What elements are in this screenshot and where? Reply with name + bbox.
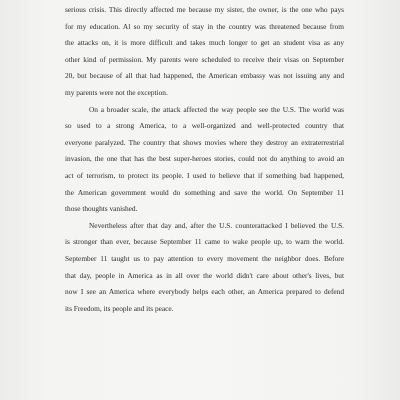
text-line: invasion, the one that has the best super-heroes stories, could not do anything to avoid an bbox=[65, 154, 344, 164]
text-line: the attacks on, it is more difficult and takes much longer to get an student visa as any bbox=[65, 38, 344, 48]
text-line: is stronger than ever, because September 11 came to wake people up, to warn the world. bbox=[65, 237, 344, 247]
document-body bbox=[65, 2, 344, 317]
text-line: that day, people in America as in all over the world didn't care about other's lives, but bbox=[65, 270, 344, 280]
text-line: for my education. Al so my security of stay in the country was threatened because from bbox=[65, 21, 344, 31]
text-line: my parents were not the exception. bbox=[65, 87, 168, 97]
text-line: other kind of permission. My parents were scheduled to receive their visas on September bbox=[65, 54, 344, 64]
text-line: Nevertheless after that day and, after the U.S. counterattacked I believed the U.S. bbox=[89, 220, 344, 230]
text-line: On a broader scale, the attack affected the way people see the U.S. The world was bbox=[89, 104, 344, 114]
text-line: everyone paralyzed. The country that shows movies where they destroy an extraterrestrial bbox=[65, 137, 344, 147]
paragraph-3 bbox=[65, 218, 344, 318]
text-line: 20, but because of all that had happened, the American embassy was not issuing any and bbox=[65, 71, 344, 81]
text-line: now I see an America where everybody helps each other, an America prepared to defend bbox=[65, 287, 344, 297]
paragraph-2 bbox=[65, 102, 344, 218]
text-line: September 11 taught us to pay attention to every movement the neighbor does. Before bbox=[65, 253, 344, 263]
paragraph-1 bbox=[65, 2, 344, 102]
text-line: those thoughts vanished. bbox=[65, 204, 138, 214]
text-line: act of terrorism, to protect its people. I used to believe that if something bad happened, bbox=[65, 170, 344, 180]
text-line: the American government would do something and save the world. On September 11 bbox=[65, 187, 344, 197]
text-line: serious crisis. This directly affected me because my sister, the owner, is the one who pays bbox=[65, 5, 344, 14]
text-line: its Freedom, its people and its peace. bbox=[65, 303, 174, 313]
text-line: so used to a strong America, to a well-organized and well-protected country that bbox=[65, 121, 344, 131]
